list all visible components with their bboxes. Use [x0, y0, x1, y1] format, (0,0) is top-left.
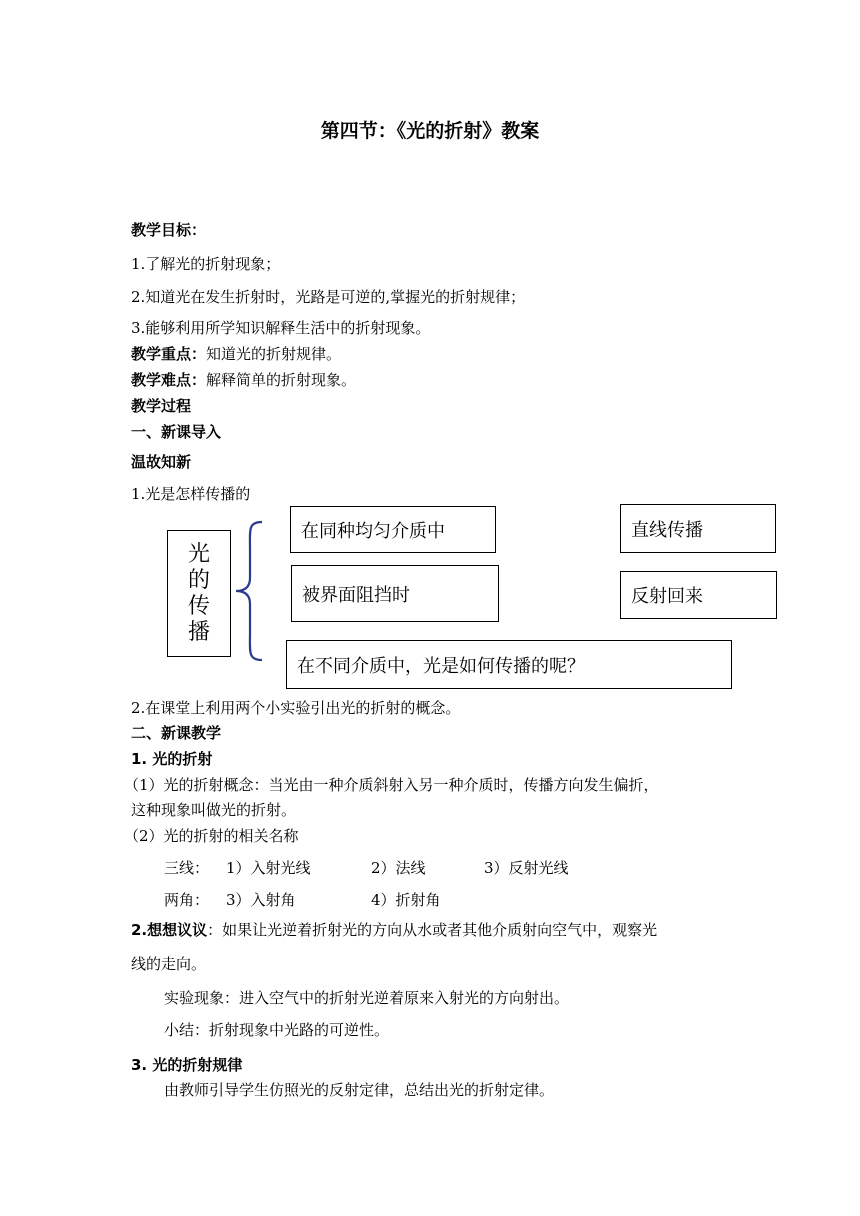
question-2: 2.在课堂上利用两个小实验引出光的折射的概念。 — [131, 699, 461, 717]
normal-line: 2）法线 — [371, 859, 426, 877]
objectives-heading: 教学目标： — [131, 221, 207, 239]
box-blocked-by-interface: 被界面阻挡时 — [291, 565, 499, 622]
section1-subheading: 温故知新 — [131, 453, 192, 471]
key-point-text: 知道光的折射规律。 — [206, 345, 342, 363]
discuss-line-1 — [131, 920, 657, 940]
difficulty — [131, 370, 356, 390]
section2-heading: 二、新课教学 — [131, 724, 222, 742]
discuss-label: 2.想想议议 — [131, 921, 208, 939]
difficulty-text: 解释简单的折射现象。 — [206, 371, 357, 389]
objective-item-1: 1.了解光的折射现象； — [131, 255, 281, 273]
difficulty-label: 教学难点： — [131, 371, 207, 389]
box-different-media: 在不同介质中，光是如何传播的呢？ — [286, 640, 732, 689]
refraction-law-text: 由教师引导学生仿照光的反射定律，总结出光的折射定律。 — [164, 1081, 555, 1099]
summary: 小结：折射现象中光路的可逆性。 — [164, 1021, 390, 1039]
concept-line-1: （1）光的折射概念：当光由一种介质斜射入另一种介质时，传播方向发生偏折， — [124, 776, 659, 794]
light-propagation-box — [167, 530, 231, 657]
key-point — [131, 344, 341, 364]
objective-item-3: 3.能够利用所学知识解释生活中的折射现象。 — [131, 319, 431, 337]
vertical-char-3: 传 — [187, 593, 210, 619]
names-heading: （2）光的折射的相关名称 — [124, 827, 299, 845]
refraction-heading: 1. 光的折射 — [131, 750, 213, 768]
three-lines-label: 三线： — [164, 859, 210, 877]
two-angles-label: 两角： — [164, 891, 210, 909]
box-same-medium: 在同种均匀介质中 — [290, 506, 496, 553]
box-reflect-back: 反射回来 — [620, 571, 777, 619]
discuss-text: ：如果让光逆着折射光的方向从水或者其他介质射向空气中，观察光 — [207, 921, 658, 939]
key-point-label: 教学重点： — [131, 345, 207, 363]
discuss-line-2: 线的走向。 — [131, 955, 207, 973]
objective-item-2: 2.知道光在发生折射时，光路是可逆的,掌握光的折射规律； — [131, 288, 526, 306]
process-heading: 教学过程 — [131, 397, 192, 415]
vertical-char-1: 光 — [187, 541, 210, 567]
concept-line-2: 这种现象叫做光的折射。 — [131, 801, 297, 819]
refraction-angle: 4）折射角 — [371, 891, 441, 909]
box-straight-propagation: 直线传播 — [620, 504, 776, 553]
vertical-char-2: 的 — [187, 567, 210, 593]
vertical-char-4: 播 — [187, 619, 210, 645]
reflected-ray: 3）反射光线 — [484, 859, 569, 877]
incident-angle: 3）入射角 — [226, 891, 296, 909]
page-title: 第四节：《光的折射》教案 — [320, 120, 540, 142]
question-1: 1.光是怎样传播的 — [131, 485, 251, 503]
curly-brace-icon — [232, 520, 266, 662]
experiment-phenomenon: 实验现象：进入空气中的折射光逆着原来入射光的方向射出。 — [164, 989, 570, 1007]
section1-heading: 一、新课导入 — [131, 423, 222, 441]
refraction-law-heading: 3. 光的折射规律 — [131, 1056, 243, 1074]
incident-ray: 1）入射光线 — [226, 859, 311, 877]
